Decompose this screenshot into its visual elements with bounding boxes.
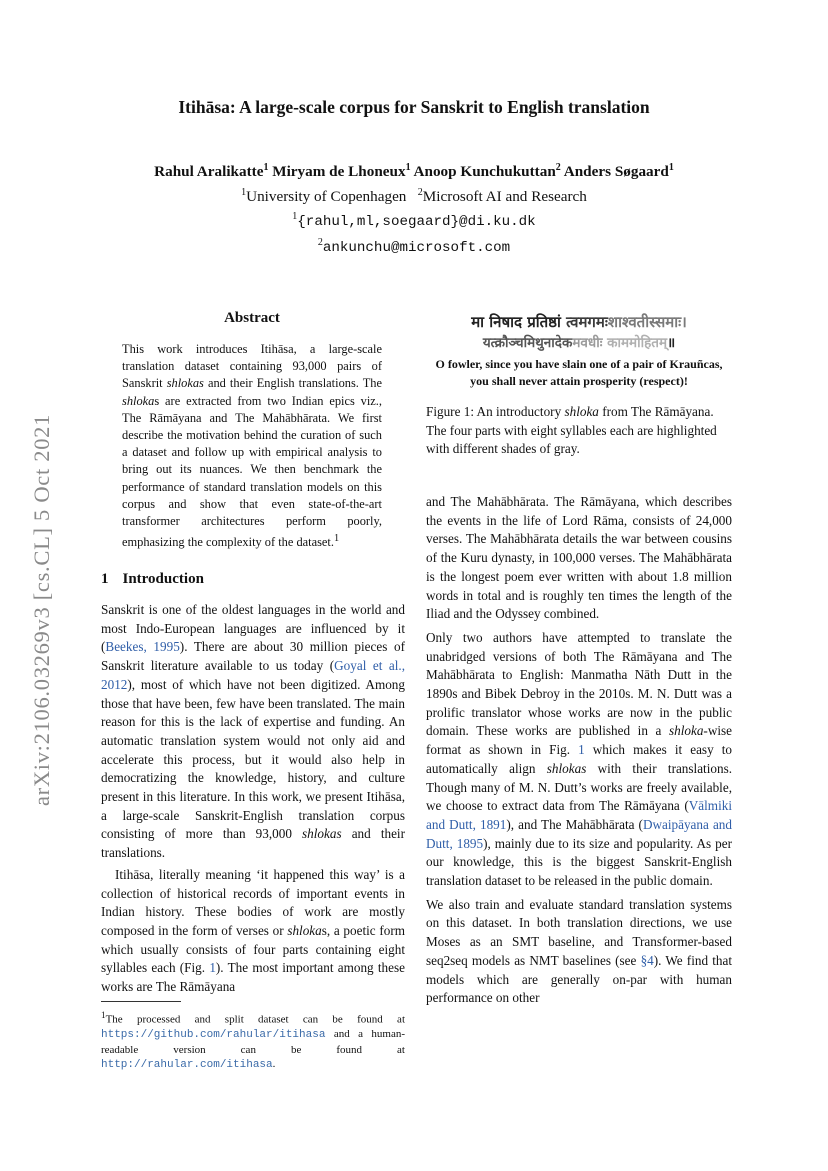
paper-title: Itihāsa: A large-scale corpus for Sanskrit to English translation [178,97,650,117]
paragraph: Itihāsa, literally meaning ‘it happened this way’ is a collection of historical records of important events in Indian history. These bodies of work are mostly composed in the form of verses or shlokas, a poetic form which usually consists of four parts containing eight syllables each (Fig. 1). The most important among these works are The Rāmāyana [101,866,405,995]
left-column [101,601,405,997]
paragraph: Sanskrit is one of the oldest languages in the world and most Indo-European languages are influenced by it (Beekes, 1995). There are about 30 million pieces of Sanskrit literature available to us today (Goyal et al., 2012), most of which have not been digitized. Among those that have been, few have been translated. The main reason for this is the lack of expertise and funding. An automatic translation system would not only aid and accelerate this process, but it would also help in democratizing the knowledge, history, and culture present in this literature. In this work, we present Itihāsa, a large-scale Sanskrit-English translation corpus consisting of more than 93,000 shlokas and their translations. [101,602,405,861]
abstract-text: This work introduces Itihāsa, a large-scale translation dataset containing 93,000 pairs of Sanskrit shlokas and their English translations. The shlokas are extracted from two Indian epics viz., The Rāmāyana and The Mahābhārata. We first describe the motivation behind the curation of such a dataset and follow up with empirical analysis to bring out its nuances. We then benchmark the performance of standard translation models on this corpus and show that even state-of-the-art transformer architectures perform poorly, emphasizing the complexity of the dataset.$^1$ [122,342,382,550]
right-column [426,493,732,1008]
affiliation: Microsoft AI and Research [422,187,587,205]
affiliations: $^1$University of Copenhagen $^2$Microsoft AI and Research [241,186,587,205]
abstract-heading: Abstract [224,310,280,326]
author-name: Rahul Aralikatte [154,163,264,181]
shloka-line-2: यत्क्रौञ्चमिथुनादेकमवधीः काममोहितम्॥ [482,335,676,351]
citation-link[interactable]: Goyal et al., 2012 [101,658,405,692]
paragraph: Only two authors have attempted to translate the unabridged versions of both The Rāmāyana and The Mahābhārata to English: Manmatha Nāth Dutt in the 1890s and Bibek Debroy in the 2010s. M. N. Dutt was a prolific translator whose works are now in the public domain. These works are published in a shloka-wise format as shown in Fig. 1 which makes it easy to automatically align shlokas with their translations. Though many of M. N. Dutt’s works are freely available, we choose to extract data from The Rāmāyana (Vālmiki and Dutt, 1891), and The Mahābhārata (Dwaipāyana and Dutt, 1895), mainly due to its size and popularity. As per our knowledge, this is the biggest Sanskrit-English translation dataset to be released in the public domain. [426,629,732,889]
author-block [0,158,828,258]
arxiv-watermark [12,375,72,845]
citation-link[interactable]: Beekes, 1995 [105,639,180,655]
footnote-rule [101,1001,181,1002]
section-ref-link[interactable]: §4 [640,952,654,968]
author-name: Anoop Kunchukuttan [413,163,556,181]
affiliation: University of Copenhagen [246,187,407,205]
footnote: $^1$The processed and split dataset can be found at https://github.com/rahular/itihasa and a human-readable version can be found at http://rahular.com/itihasa. [101,1010,405,1072]
footnote-marker[interactable]: 1 [333,533,340,545]
author-names: Rahul Aralikatte$^1$ Miryam de Lhoneux$^1$ Anoop Kunchukuttan$^2$ Anders Søgaard$^1$ [154,162,674,181]
email-line: $^2$ankunchu@microsoft.com [317,236,511,256]
figure-caption: Figure 1: An introductory shloka from The Rāmāyana. The four parts with eight syllables each are highlighted with different shades of gray. [426,404,717,457]
github-link[interactable]: https://github.com/rahular/itihasa [101,1029,326,1042]
section-heading: 1 Introduction [101,571,204,587]
figure-ref-link[interactable]: 1 [209,960,216,976]
author-name: Anders Søgaard [563,163,669,181]
website-link[interactable]: http://rahular.com/itihasa [101,1059,273,1072]
citation-link[interactable]: Dwaipāyana and Dutt, 1895 [426,816,732,851]
shloka-translation: O fowler, since you have slain one of a pair of Krauñcas, you shall never attain prosperity (respect)! [435,357,723,388]
author-email: {rahul,ml,soegaard}@di.ku.dk [297,214,536,231]
paragraph: We also train and evaluate standard translation systems on this dataset. In both translation directions, we use Moses as an SMT baseline, and Transformer-based seq2seq models as NMT baselines (see §4). We find that models which are generally on-par with human performance on other [426,896,733,1006]
citation-link[interactable]: Vālmiki and Dutt, 1891 [426,798,732,832]
author-email: ankunchu@microsoft.com [322,239,511,256]
shloka-line-1: मा निषाद प्रतिष्ठां त्वमगमःशाश्वतीस्समाः। [471,313,687,331]
arxiv-identifier: arXiv:2106.03269v3 [cs.CL] 5 Oct 2021 [29,413,54,807]
author-name: Miryam de Lhoneux [272,163,406,181]
figure-ref-link[interactable]: 1 [578,742,585,758]
paragraph: and The Mahābhārata. The Rāmāyana, which describes the events in the life of Lord Rāma, consists of 24,000 verses. The Mahābhārata details the war between cousins of the Kuru dynasty, in 100,000 verses. The Mahābhārata is the longest poem ever written with about 1.8 million words in total and is roughly ten times the length of the Iliad and the Odyssey combined. [426,494,732,622]
email-line: $^1${rahul,ml,soegaard}@di.ku.dk [292,211,536,231]
